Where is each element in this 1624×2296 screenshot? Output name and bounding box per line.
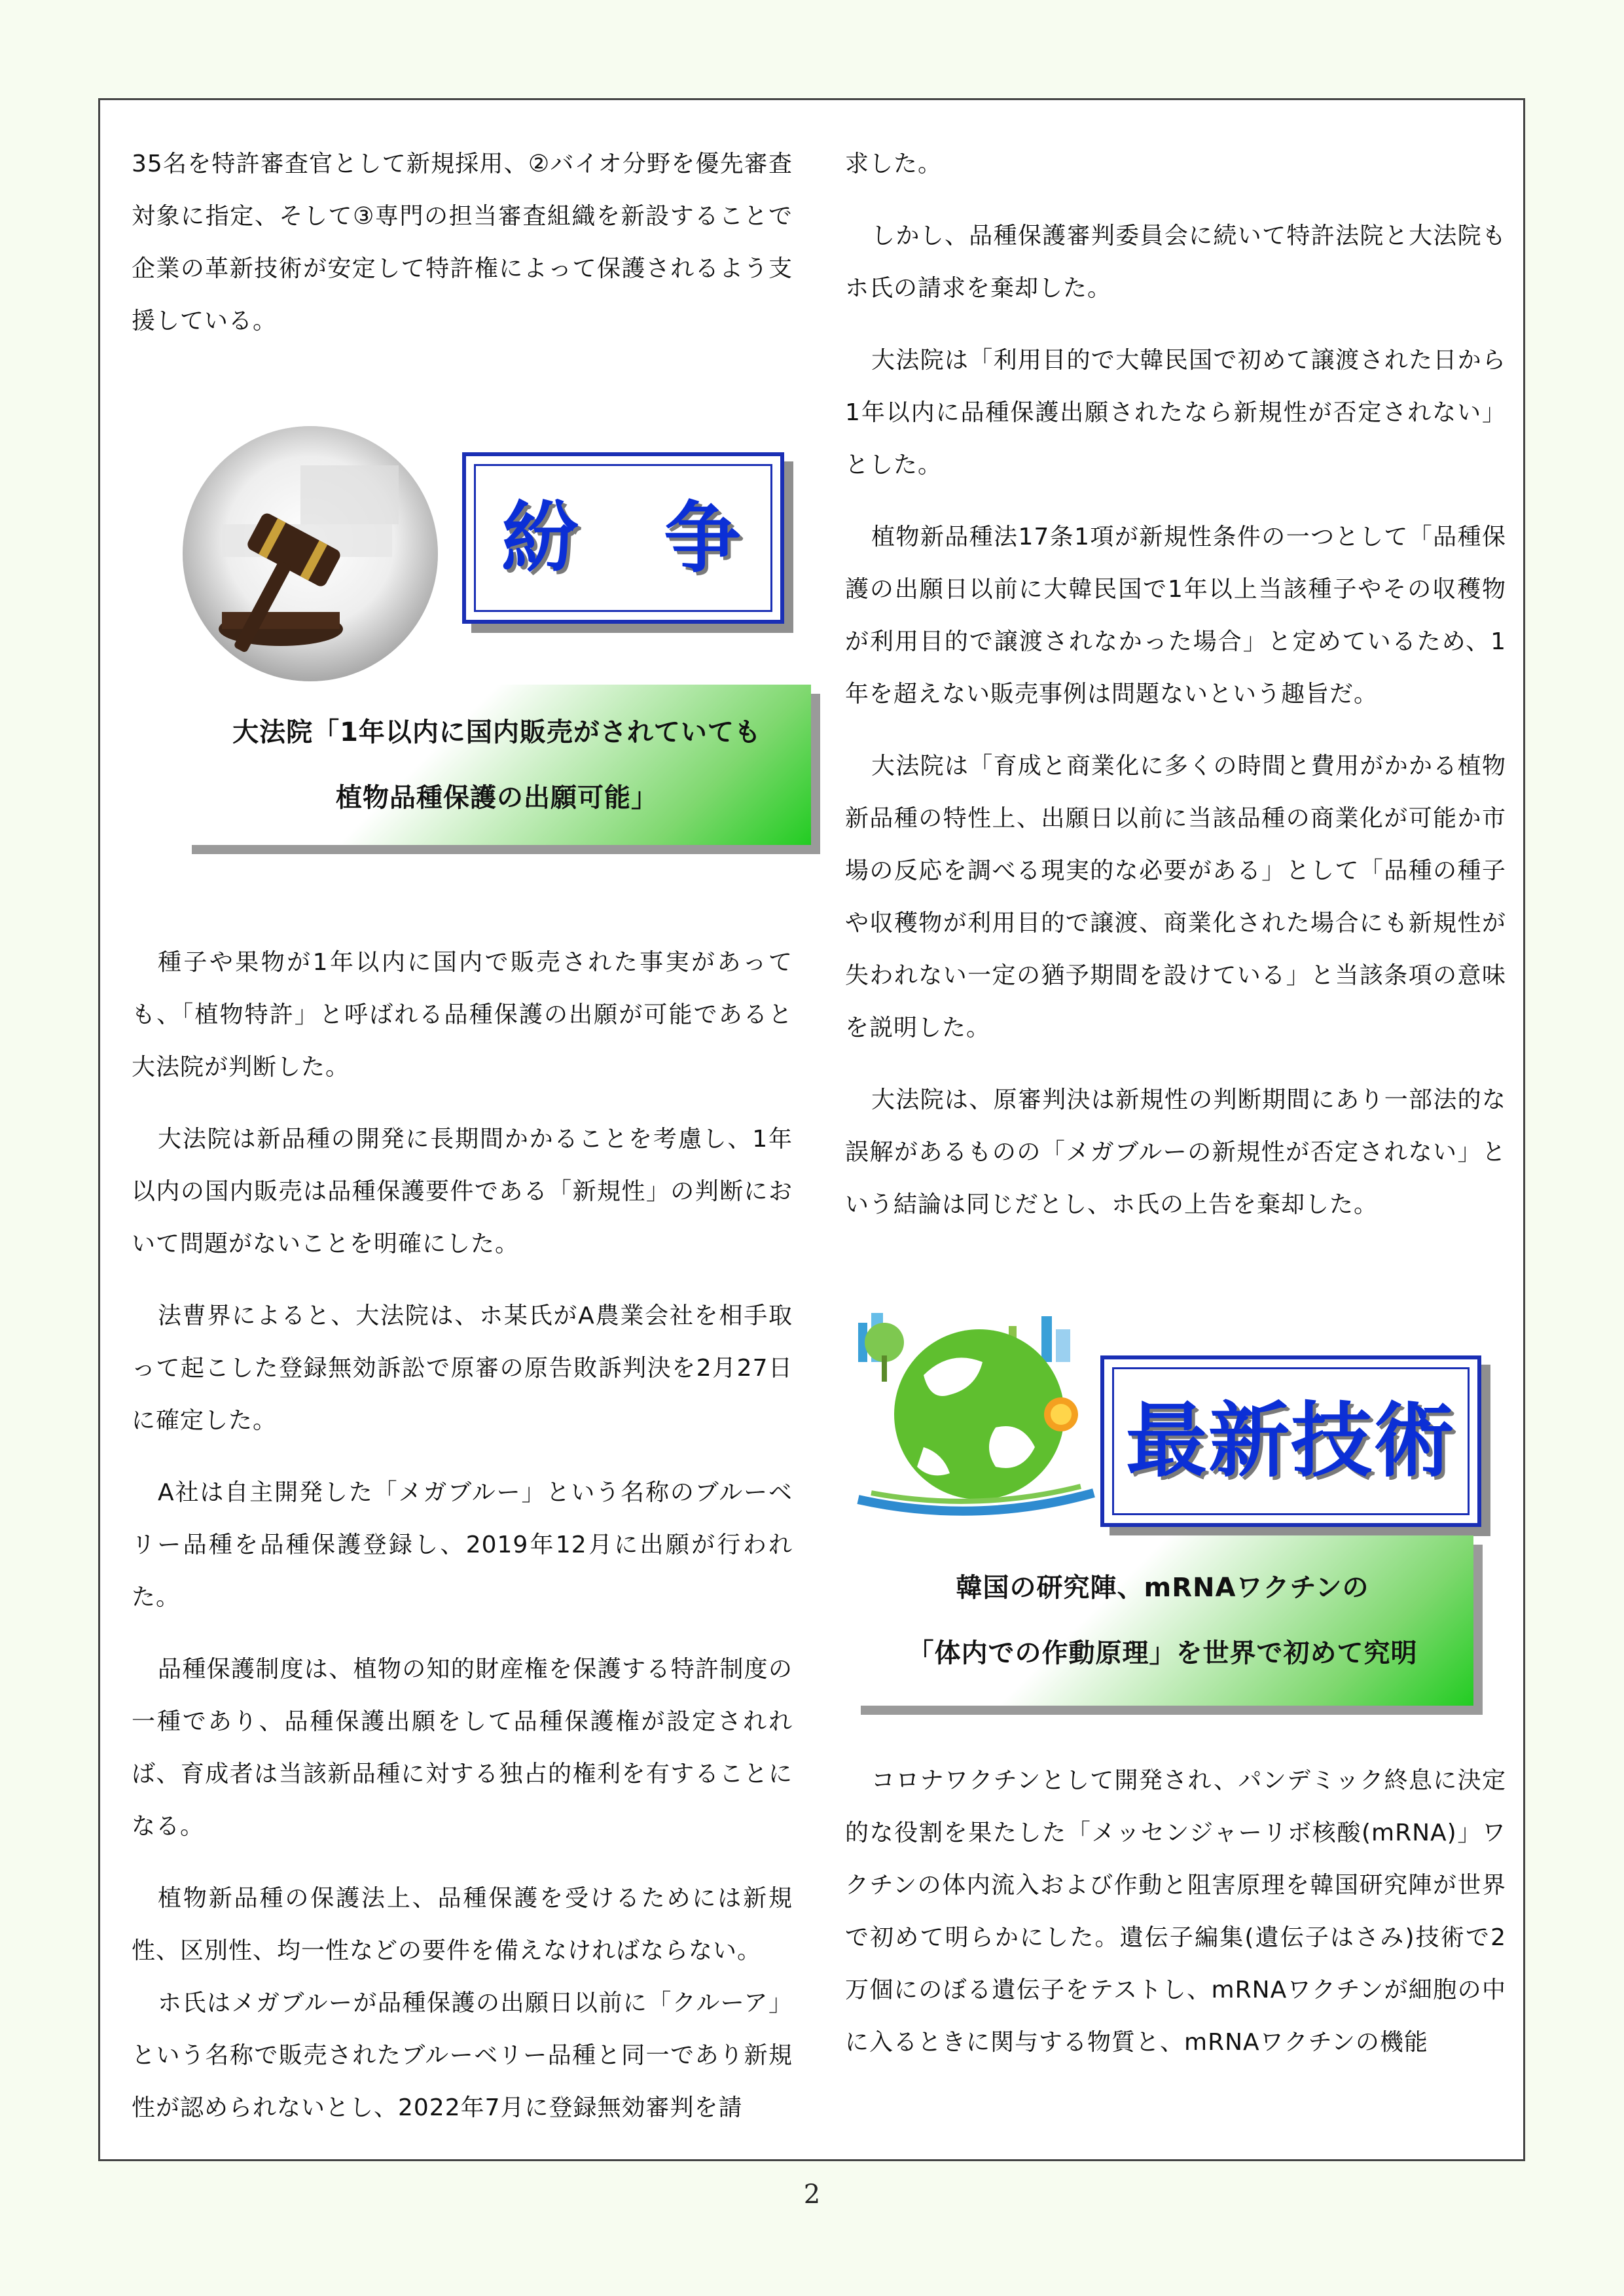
- left-paragraph-1: 種子や果物が1年以内に国内で販売された事実があっても、「植物特許」と呼ばれる品種保護の出願が可能であると大法院が判断した。: [132, 949, 793, 1081]
- dispute-headline-line2: 植物品種保護の出願可能」: [336, 782, 658, 813]
- right-paragraph-4: 植物新品種法17条1項が新規性条件の一つとして「品種保護の出願日以前に大韓民国で1年以上当該種子やその収穫物が利用目的で譲渡されなかった場合」と定めているため、1年を超えない販売事例は問題ないという趣旨だ。: [845, 524, 1506, 708]
- tech-headline-line1: 韓国の研究陣、mRNAワクチンの: [956, 1573, 1369, 1603]
- right-paragraph-2: しかし、品種保護審判委員会に続いて特許法院と大法院もホ氏の請求を棄却した。: [845, 223, 1506, 302]
- right-bottom-paragraph: コロナワクチンとして開発され、パンデミック終息に決定的な役割を果たした「メッセンジャーリボ核酸(mRNA)」ワクチンの体内流入および作動と阻害原理を韓国研究陣が世界で初めて明らかにした。遺伝子編集(遺伝子はさみ)技術で2万個にのぼる遺伝子をテストし、mRNAワクチンが細胞の中に入るときに関与する物質と、mRNAワクチンの機能: [845, 1767, 1506, 2056]
- dispute-title-box: [462, 452, 784, 624]
- left-column: [132, 138, 793, 2134]
- right-column: [845, 138, 1506, 2089]
- left-paragraph-7: ホ氏はメガブルーが品種保護の出願日以前に「クルーア」という名称で販売されたブルーベリー品種と同一であり新規性が認められないとし、2022年7月に登録無効審判を請: [132, 1990, 793, 2121]
- page-number: 2: [803, 2179, 821, 2210]
- left-paragraph-3: 法曹界によると、大法院は、ホ某氏がA農業会社を相手取って起こした登録無効訴訟で原審の原告敗訴判決を2月27日に確定した。: [132, 1302, 793, 1434]
- tech-title-box: [1100, 1355, 1481, 1527]
- globe-photo: [845, 1303, 1100, 1519]
- right-paragraph-6: 大法院は、原審判決は新規性の判断期間にあり一部法的な誤解があるものの「メガブルーの新規性が否定されない」という結論は同じだとし、ホ氏の上告を棄却した。: [845, 1086, 1506, 1218]
- dispute-section-header: [132, 426, 793, 937]
- right-paragraph-5: 大法院は「育成と商業化に多くの時間と費用がかかる植物新品種の特性上、出願日以前に当該品種の商業化が可能か市場の反応を調べる現実的な必要がある」として「品種の種子や収穫物が利用目的で譲渡、商業化された場合にも新規性が失われない一定の猶予期間を設けている」と当該条項の意味を説明した。: [845, 753, 1506, 1041]
- dispute-headline-banner: [183, 685, 811, 845]
- left-paragraph-5: 品種保護制度は、植物の知的財産権を保護する特許制度の一種であり、品種保護出願をして品種保護権が設定されれば、育成者は当該新品種に対する独占的権利を有することになる。: [132, 1656, 793, 1840]
- left-paragraph-2: 大法院は新品種の開発に長期間かかることを考慮し、1年以内の国内販売は品種保護要件である「新規性」の判断において問題がないことを明確にした。: [132, 1126, 793, 1257]
- tech-title: 最新技術: [1125, 1394, 1456, 1488]
- left-paragraph-4: A社は自主開発した「メガブルー」という名称のブルーベリー品種を品種保護登録し、2019年12月に出願が行われた。: [132, 1479, 793, 1611]
- tech-headline-banner: [852, 1535, 1473, 1706]
- globe-icon: [845, 1303, 1100, 1519]
- dispute-title: 紛 争: [501, 493, 745, 583]
- left-paragraph-6: 植物新品種の保護法上、品種保護を受けるためには新規性、区別性、均一性などの要件を備えなければならない。: [132, 1885, 793, 1964]
- right-paragraph-3: 大法院は「利用目的で大韓民国で初めて譲渡された日から1年以内に品種保護出願されたなら新規性が否定されない」とした。: [845, 347, 1506, 478]
- right-paragraph-1: 求した。: [845, 151, 943, 177]
- gavel-icon: [183, 426, 438, 681]
- page-frame: [98, 98, 1525, 2161]
- tech-headline-line2: 「体内での作動原理」を世界で初めて究明: [907, 1638, 1418, 1668]
- dispute-headline-line1: 大法院「1年以内に国内販売がされていても: [232, 717, 761, 747]
- tech-section-header: [845, 1303, 1506, 1755]
- left-top-paragraph: 35名を特許審査官として新規採用、②バイオ分野を優先審査対象に指定、そして③専門の担当審査組織を新設することで企業の革新技術が安定して特許権によって保護されるよう支援している。: [132, 151, 793, 334]
- gavel-photo: [183, 426, 438, 681]
